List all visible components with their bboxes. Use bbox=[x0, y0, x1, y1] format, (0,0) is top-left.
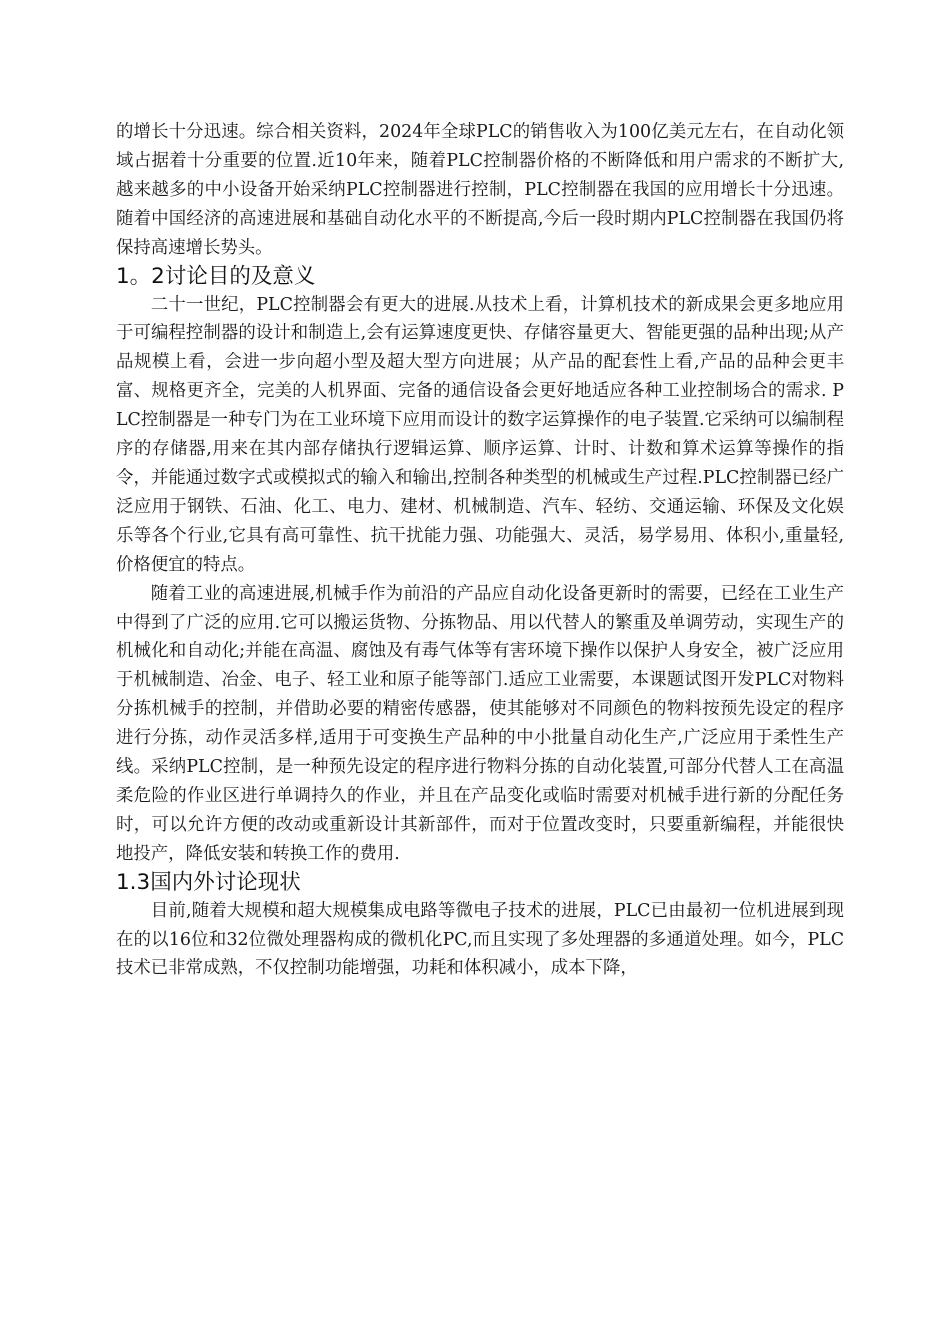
section-1-2-paragraph-2: 随着工业的高速进展,机械手作为前沿的产品应自动化设备更新时的需要，已经在工业生产中得到了广泛的应用.它可以搬运货物、分拣物品、用以代替人的繁重及单调劳动，实现生产的机械化和自动化;并能在高温、腐蚀及有毒气体等有害环境下操作以保护人身安全，被广泛应用于机械制造、冶金、电子、轻工业和原子能等部门.适应工业需要，本课题试图开发PLC对物料分拣机械手的控制，并借助必要的精密传感器，使其能够对不同颜色的物料按预先设定的程序进行分拣，动作灵活多样,适用于可变换生产品种的中小批量自动化生产,广泛应用于柔性生产线。采纳PLC控制，是一种预先设定的程序进行物料分拣的自动化装置,可部分代替人工在高温柔危险的作业区进行单调持久的作业，并且在产品变化或临时需要对机械手进行新的分配任务时，可以允许方便的改动或重新设计其新部件，而对于位置改变时，只要重新编程，并能很快地投产，降低安装和转换工作的费用. bbox=[116, 583, 844, 864]
intro-paragraph: 的增长十分迅速。综合相关资料，2024年全球PLC的销售收入为100亿美元左右，在自动化领域占据着十分重要的位置.近10年来，随着PLC控制器价格的不断降低和用户需求的不断扩大,越来越多的中小设备开始采纳PLC控制器进行控制，PLC控制器在我国的应用增长十分迅速。随着中国经济的高速进展和基础自动化水平的不断提高,今后一段时期内PLC控制器在我国仍将保持高速增长势头。 bbox=[116, 122, 844, 258]
section-1-3-paragraph-1: 目前,随着大规模和超大规模集成电路等微电子技术的进展，PLC已由最初一位机进展到现在的以16位和32位微处理器构成的微机化PC,而且实现了多处理器的多通道处理。如今，PLC技术已非常成熟，不仅控制功能增强，功耗和体积减小，成本下降， bbox=[116, 900, 844, 979]
section-heading-1-2: 1。2讨论目的及意义 bbox=[116, 263, 316, 289]
section-heading-1-3: 1.3国内外讨论现状 bbox=[116, 869, 301, 895]
page-content bbox=[116, 118, 844, 983]
section-1-2-paragraph-1: 二十一世纪，PLC控制器会有更大的进展.从技术上看，计算机技术的新成果会更多地应用于可编程控制器的设计和制造上,会有运算速度更快、存储容量更大、智能更强的品种出现;从产品规模上看，会进一步向超小型及超大型方向进展；从产品的配套性上看,产品的品种会更丰富、规格更齐全，完美的人机界面、完备的通信设备会更好地适应各种工业控制场合的需求. PLC控制器是一种专门为在工业环境下应用而设计的数字运算操作的电子装置.它采纳可以编制程序的存储器,用来在其内部存储执行逻辑运算、顺序运算、计时、计数和算术运算等操作的指令，并能通过数字式或模拟式的输入和输出,控制各种类型的机械或生产过程.PLC控制器已经广泛应用于钢铁、石油、化工、电力、建材、机械制造、汽车、轻纺、交通运输、环保及文化娱乐等各个行业,它具有高可靠性、抗干扰能力强、功能强大、灵活，易学易用、体积小,重量轻,价格便宜的特点。 bbox=[116, 294, 844, 575]
